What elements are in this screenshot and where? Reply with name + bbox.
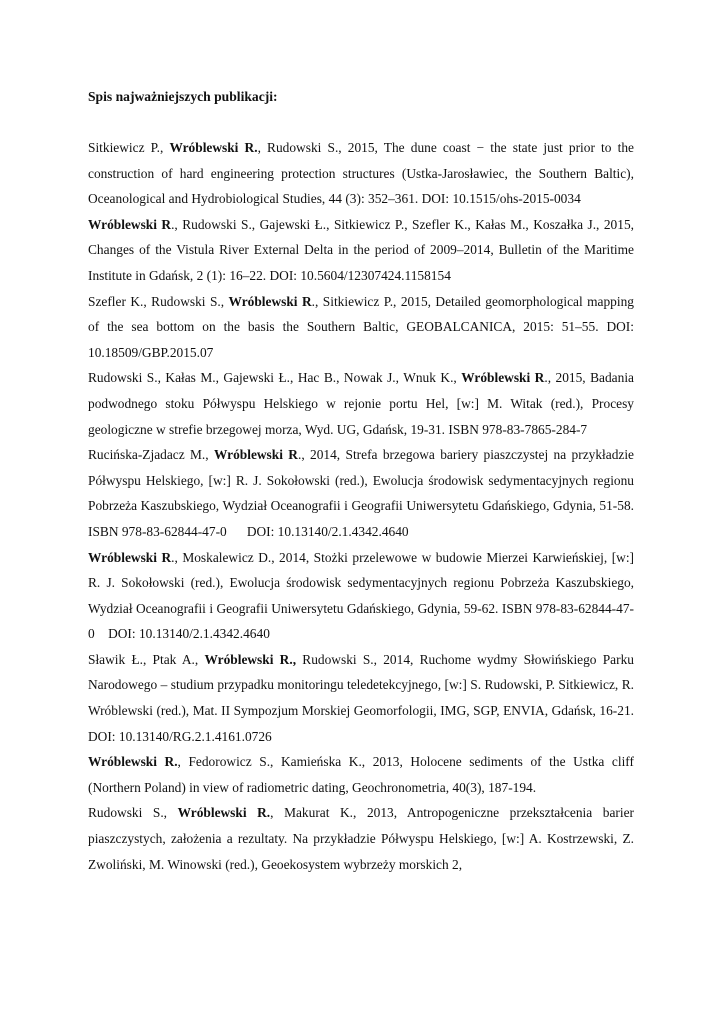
highlighted-author: Wróblewski R xyxy=(461,370,545,386)
publication-entry xyxy=(88,135,634,212)
highlighted-author: Wróblewski R. xyxy=(169,140,258,155)
publication-entry xyxy=(88,545,638,647)
publication-list xyxy=(88,135,638,877)
citation-rest: , Rudowski S., 2015, The dune coast − the state just prior to the construction of hard engineering protection structures (Ustka-Jarosławiec, the Southern Baltic), Oceanological and Hydrobiological Studies, 44 (3): 352–361. DOI: 10.1515/ohs-2015-0034 xyxy=(88,140,634,207)
publication-entry xyxy=(88,289,634,366)
publication-entry xyxy=(88,365,634,442)
publication-entry xyxy=(88,212,634,289)
highlighted-author: Wróblewski R xyxy=(88,216,172,232)
publication-entry xyxy=(88,749,634,800)
highlighted-author: Wróblewski R. xyxy=(88,754,178,770)
highlighted-author: Wróblewski R xyxy=(88,549,172,565)
authors-before: Rudowski S., xyxy=(88,805,178,821)
citation-rest: ., 2015, Badania podwodnego stoku Półwyspu Helskiego w rejonie portu Hel, [w:] M. Witak (red.), Procesy geologiczne w strefie brzegowej morza, Wyd. UG, Gdańsk, 19-31. ISBN 978-83-7865-284-7 xyxy=(88,370,634,437)
citation-rest: , Makurat K., 2013, Antropogeniczne przekształcenia barier piaszczystych, założenia a rezultaty. Na przykładzie Półwyspu Helskiego, [w:] A. Kostrzewski, Z. Zwoliński, M. Winowski (red.), Geoekosystem wybrzeży morskich 2, xyxy=(88,805,634,872)
authors-before: Sitkiewicz P., xyxy=(88,140,170,155)
highlighted-author: Wróblewski R xyxy=(228,293,312,309)
publication-entry xyxy=(88,442,638,544)
highlighted-author: Wróblewski R. xyxy=(177,805,271,821)
citation-rest: Rudowski S., 2014, Ruchome wydmy Słowińskiego Parku Narodowego – studium przypadku monitoringu teledetekcyjnego, [w:] S. Rudowski, P. Sitkiewicz, R. Wróblewski (red.), Mat. II Sympozjum Morskiej Geomorfologii, IMG, SGP, ENVIA, Gdańsk, 16-21. DOI: 10.13140/RG.2.1.4161.0726 xyxy=(88,651,634,744)
citation-rest: ., Sitkiewicz P., 2015, Detailed geomorphological mapping of the sea bottom on the basis the Southern Baltic, GEOBALCANICA, 2015: 51–55. DOI: 10.18509/GBP.2015.07 xyxy=(88,293,634,360)
citation-rest: ., Rudowski S., Gajewski Ł., Sitkiewicz P., Szefler K., Kałas M., Koszałka J., 2015, Changes of the Vistula River External Delta in the period of 2009–2014, Bulletin of the Maritime Institute in Gdańsk, 2 (1): 16–22. DOI: 10.5604/12307424.1158154 xyxy=(88,216,634,283)
authors-before: Rucińska-Zjadacz M., xyxy=(88,447,214,463)
citation-rest: ., Moskalewicz D., 2014, Stożki przelewowe w budowie Mierzei Karwieńskiej, [w:] R. J. Sokołowski (red.), Ewolucja środowisk sedymentacyjnych regionu Pobrzeża Kaszubskiego, Wydział Oceanografii i Geografii Uniwersytetu Gdańskiego, Gdynia, 59-62. ISBN 978-83-62844-47-0 DOI: 10.13140/2.1.4342.4640 xyxy=(88,549,638,642)
publication-entry xyxy=(88,647,634,749)
highlighted-author: Wróblewski R., xyxy=(204,651,297,667)
authors-before: Szefler K., Rudowski S., xyxy=(88,293,229,309)
section-heading: Spis najważniejszych publikacji: xyxy=(88,89,278,104)
authors-before: Sławik Ł., Ptak A., xyxy=(88,651,205,667)
authors-before: Rudowski S., Kałas M., Gajewski Ł., Hac B., Nowak J., Wnuk K., xyxy=(88,370,462,386)
citation-rest: ., 2014, Strefa brzegowa bariery piaszczystej na przykładzie Półwyspu Helskiego, [w:] R. J. Sokołowski (red.), Ewolucja środowisk sedymentacyjnych regionu Pobrzeża Kaszubskiego, Wydział Oceanografii i Geografii Uniwersytetu Gdańskiego, Gdynia, 51-58. ISBN 978-83-62844-47-0 DOI: 10.13140/2.1.4342.4640 xyxy=(88,447,638,539)
highlighted-author: Wróblewski R xyxy=(213,447,298,463)
publication-entry xyxy=(88,800,634,877)
citation-rest: , Fedorowicz S., Kamieńska K., 2013, Holocene sediments of the Ustka cliff (Northern Poland) in view of radiometric dating, Geochronometria, 40(3), 187-194. xyxy=(88,754,634,795)
